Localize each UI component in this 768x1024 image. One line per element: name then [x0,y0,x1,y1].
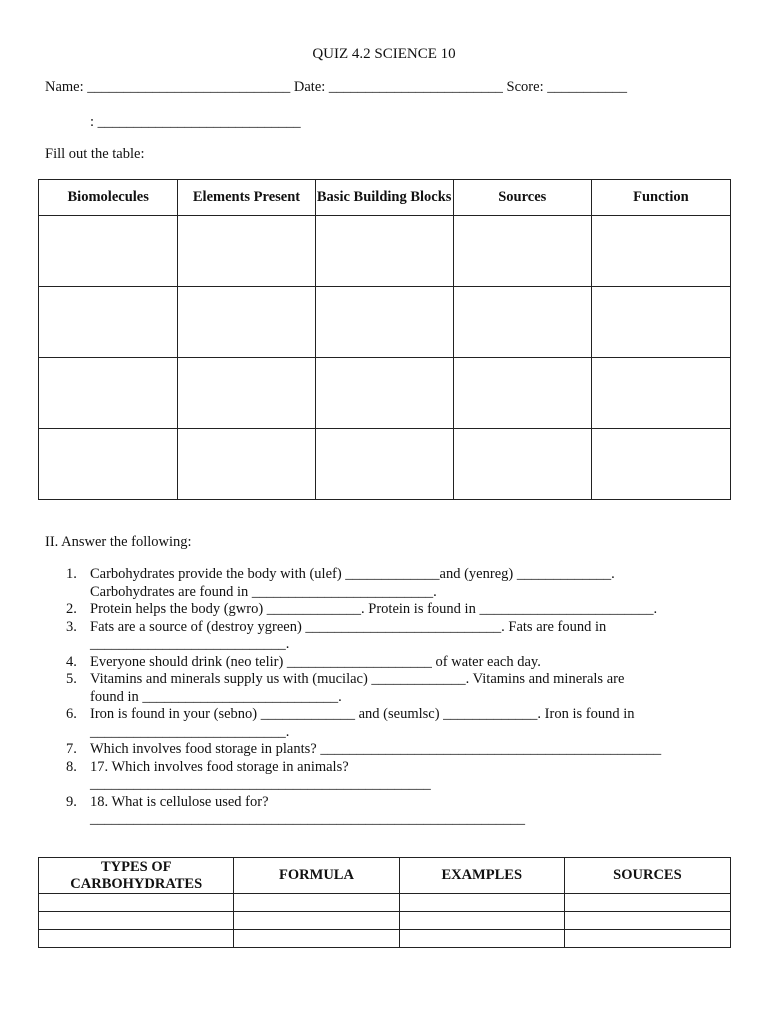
table-cell[interactable] [315,216,453,287]
column-header: Biomolecules [39,180,178,216]
column-header: Elements Present [178,180,315,216]
question-line: found in ___________________________. [90,688,342,705]
question-item [66,566,730,601]
table-cell[interactable] [453,287,591,358]
question-number: 9. [66,793,77,810]
table-cell[interactable] [39,930,234,948]
biomolecules-row [39,216,731,287]
column-header: SOURCES [564,858,730,894]
question-line: Carbohydrates provide the body with (ulef) _____________and (yenreg) _____________. [90,566,615,582]
table-cell[interactable] [399,912,564,930]
table-cell[interactable] [178,358,315,429]
table-cell[interactable] [564,912,730,930]
table-instruction: Fill out the table: [45,146,145,162]
column-header: Basic Building Blocks [315,180,453,216]
table-cell[interactable] [39,894,234,912]
table-cell[interactable] [39,287,178,358]
biomolecules-row [39,358,731,429]
question-number: 7. [66,741,77,757]
table-cell[interactable] [591,287,730,358]
question-number: 8. [66,758,77,775]
table-cell[interactable] [39,429,178,500]
carbohydrates-header-row [39,858,731,894]
question-line: ___________________________. [90,636,290,652]
table-cell[interactable] [591,429,730,500]
question-line: 17. Which involves food storage in animals? [90,758,349,775]
question-line: ___________________________. [90,723,290,740]
question-number: 2. [66,601,77,617]
question-number: 1. [66,566,77,582]
table-cell[interactable] [178,216,315,287]
table-cell[interactable] [234,894,399,912]
table-cell[interactable] [178,287,315,358]
table-cell[interactable] [399,930,564,948]
question-list [66,566,730,829]
table-cell[interactable] [178,429,315,500]
question-item [66,706,730,741]
carbohydrates-table [38,857,731,948]
question-line: Fats are a source of (destroy ygreen) ___________________________. Fats are found in [90,618,607,635]
table-cell[interactable] [39,358,178,429]
table-cell[interactable] [591,358,730,429]
biomolecules-table [38,179,731,500]
question-line: Vitamins and minerals supply us with (mucilac) _____________. Vitamins and minerals are [90,671,625,687]
table-cell[interactable] [453,358,591,429]
question-number: 6. [66,706,77,722]
question-line: ____________________________________________________________ [90,811,525,827]
column-header: Function [591,180,730,216]
name-date-score-line: Name: ____________________________ Date: ________________________ Score: ___________ [45,79,627,95]
section-2-heading: II. Answer the following: [45,534,192,550]
column-header: EXAMPLES [399,858,564,894]
question-item [66,793,730,829]
table-cell[interactable] [453,216,591,287]
carbohydrates-row [39,894,731,912]
question-line: 18. What is cellulose used for? [90,793,269,810]
biomolecules-row [39,287,731,358]
question-item [66,671,730,706]
question-number: 3. [66,618,77,635]
table-cell[interactable] [564,930,730,948]
table-cell[interactable] [39,216,178,287]
question-line: _______________________________________________ [90,776,431,792]
question-number: 5. [66,671,77,687]
column-header: TYPES OF CARBOHYDRATES [39,858,234,894]
question-item [66,758,730,794]
table-cell[interactable] [234,930,399,948]
question-line: Everyone should drink (neo telir) ____________________ of water each day. [90,653,541,670]
biomolecules-table-body [39,216,731,500]
table-cell[interactable] [315,358,453,429]
table-cell[interactable] [39,912,234,930]
carbohydrates-row [39,930,731,948]
question-line: Protein helps the body (gwro) _____________. Protein is found in ________________________. [90,601,658,617]
carbohydrates-row [39,912,731,930]
table-cell[interactable] [234,912,399,930]
page-title: QUIZ 4.2 SCIENCE 10 [312,46,456,62]
carbohydrates-table-body [39,894,731,948]
table-cell[interactable] [564,894,730,912]
column-header: FORMULA [234,858,399,894]
table-cell[interactable] [315,429,453,500]
column-header: Sources [453,180,591,216]
biomolecules-header-row [39,180,731,216]
question-line: Iron is found in your (sebno) _____________ and (seumlsc) _____________. Iron is found in [90,706,635,722]
biomolecules-row [39,429,731,500]
question-number: 4. [66,653,77,670]
question-item [66,741,730,759]
question-item [66,653,730,672]
question-item [66,601,730,619]
question-line: Carbohydrates are found in _________________________. [90,583,437,600]
table-cell[interactable] [591,216,730,287]
question-line: Which involves food storage in plants? _______________________________________________ [90,741,662,757]
table-cell[interactable] [399,894,564,912]
colon-blank-line: : ____________________________ [90,114,301,130]
table-cell[interactable] [315,287,453,358]
table-cell[interactable] [453,429,591,500]
question-item [66,618,730,654]
